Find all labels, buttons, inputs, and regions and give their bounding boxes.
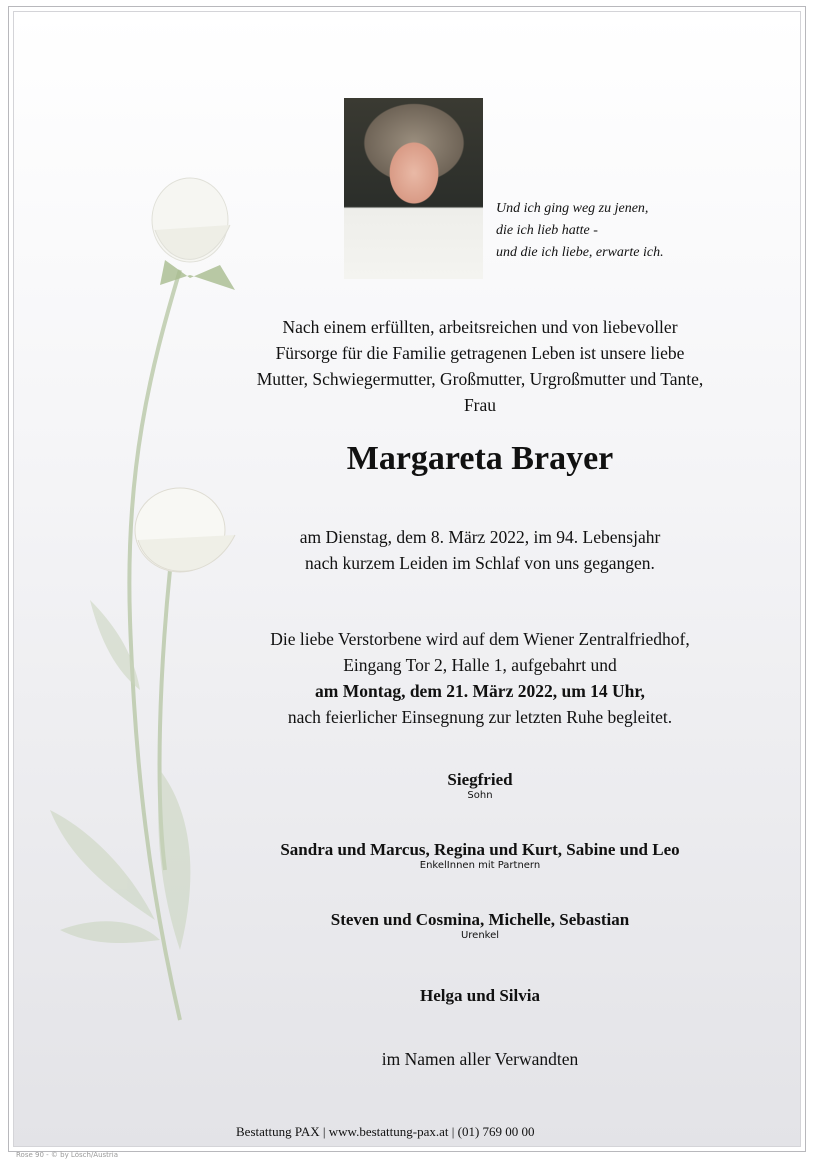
mourner-group <box>180 986 780 1006</box>
funeral-date: am Montag, dem 21. März 2022, um 14 Uhr, <box>315 681 645 701</box>
mourner-names: Sandra und Marcus, Regina und Kurt, Sabine und Leo <box>280 840 680 859</box>
funeral-home-footer: Bestattung PAX | www.bestattung-pax.at | (01) 769 00 00 <box>236 1124 535 1139</box>
mourner-group <box>180 770 780 801</box>
image-credit: Rose 90 - © by Lösch/Austria <box>16 1151 119 1159</box>
mourner-names: Helga und Silvia <box>420 986 540 1005</box>
intro-line: Frau <box>463 395 497 415</box>
quote-line: und die ich liebe, erwarte ich. <box>496 245 664 260</box>
mourner-relation: Urenkel <box>460 930 500 941</box>
deceased-name: Margareta Brayer <box>346 440 614 477</box>
death-line: nach kurzem Leiden im Schlaf von uns gegangen. <box>305 553 655 573</box>
deceased-portrait-photo <box>344 98 483 279</box>
intro-line: Mutter, Schwiegermutter, Großmutter, Urgroßmutter und Tante, <box>256 369 704 389</box>
intro-line: Fürsorge für die Familie getragenen Leben ist unsere liebe <box>275 343 685 363</box>
mourner-names: Siegfried <box>447 770 513 789</box>
memorial-quote <box>496 198 664 264</box>
closing-text: im Namen aller Verwandten <box>381 1049 579 1069</box>
death-line: am Dienstag, dem 8. März 2022, im 94. Lebensjahr <box>299 527 661 547</box>
mourner-group <box>180 840 780 871</box>
funeral-line: nach feierlicher Einsegnung zur letzten Ruhe begleitet. <box>287 707 673 727</box>
quote-line: Und ich ging weg zu jenen, <box>496 201 649 216</box>
white-rose-illustration <box>30 170 250 1030</box>
funeral-line: Die liebe Verstorbene wird auf dem Wiener Zentralfriedhof, <box>270 629 690 649</box>
mourner-relation: Sohn <box>467 790 493 801</box>
intro-line: Nach einem erfüllten, arbeitsreichen und von liebevoller <box>282 317 678 337</box>
mourner-relation: EnkelInnen mit Partnern <box>419 860 541 871</box>
intro-text <box>180 314 780 418</box>
mourner-group <box>180 910 780 941</box>
mourner-names: Steven und Cosmina, Michelle, Sebastian <box>330 910 630 929</box>
rose-bloom-top <box>152 178 230 262</box>
funeral-line: Eingang Tor 2, Halle 1, aufgebahrt und <box>343 655 617 675</box>
funeral-details <box>180 626 780 730</box>
quote-line: die ich lieb hatte - <box>496 223 598 238</box>
death-notice <box>180 524 780 576</box>
